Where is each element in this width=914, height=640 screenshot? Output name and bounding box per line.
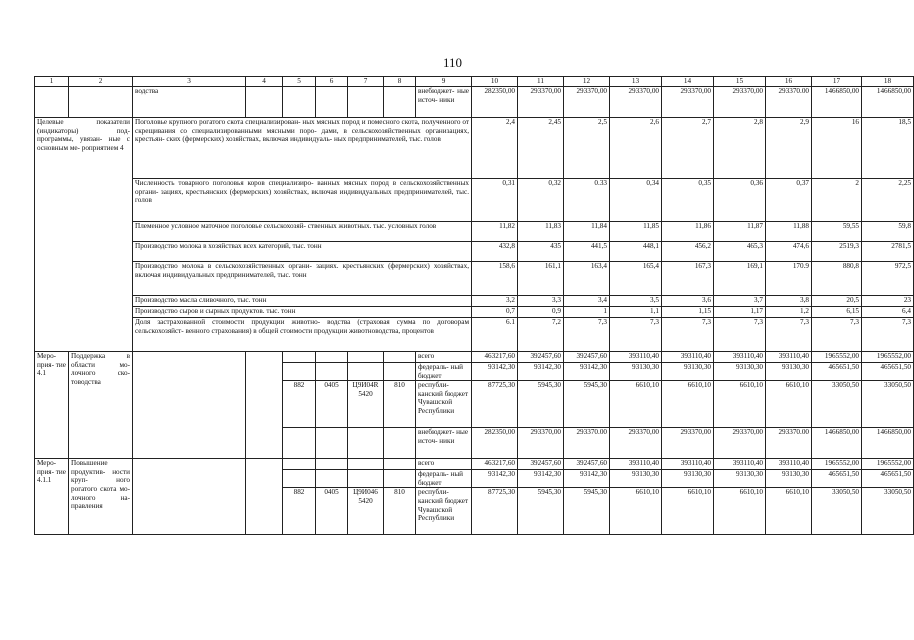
value-cell: 293370,00: [518, 428, 564, 459]
table-cell: [384, 470, 416, 488]
value-cell: 3,8: [766, 296, 812, 307]
column-number: 3: [133, 77, 246, 87]
table-cell: [283, 428, 316, 459]
column-number: 4: [246, 77, 283, 87]
value-cell: 6,15: [812, 307, 862, 318]
table-cell: [283, 352, 316, 363]
value-cell: 474,6: [766, 242, 812, 262]
value-cell: 33050,50: [862, 488, 914, 535]
value-cell: 3,7: [714, 296, 766, 307]
value-cell: 1965552,00: [862, 459, 914, 470]
value-cell: 0,34: [610, 179, 662, 222]
value-cell: 293370,00: [662, 428, 714, 459]
value-cell: 435: [518, 242, 564, 262]
table-cell: [69, 87, 133, 118]
value-cell: 7,3: [662, 318, 714, 352]
value-cell: 93130,30: [766, 363, 812, 381]
value-cell: 161,1: [518, 262, 564, 296]
code-cell: 0405: [316, 381, 348, 428]
column-number: 1: [35, 77, 69, 87]
value-cell: 293370.00: [564, 428, 610, 459]
value-cell: 6610,10: [766, 488, 812, 535]
indicators-label: Целевые показатели (индикаторы) под- программы, увязан- ные с основным ме- роприятием 4: [35, 118, 133, 352]
funding-source: республи- канский бюджет Чувашской Республики: [416, 381, 472, 428]
table-cell: [316, 459, 348, 470]
indicator-row: [35, 296, 914, 307]
funding-source: республи- канский бюджет Чувашской Республики: [416, 488, 472, 535]
value-cell: 11,82: [472, 222, 518, 242]
value-cell: 6610,10: [610, 488, 662, 535]
value-cell: 20,5: [812, 296, 862, 307]
value-cell: 6610,10: [714, 488, 766, 535]
value-cell: 2,45: [518, 118, 564, 179]
table-cell: [348, 352, 384, 363]
table-cell: [348, 363, 384, 381]
table-cell: [283, 363, 316, 381]
value-cell: 169,1: [714, 262, 766, 296]
funding-source: федераль- ный бюджет: [416, 470, 472, 488]
measure-title: Поддержка в области мо- лочного ско- товодства: [69, 352, 133, 459]
value-cell: 33050,50: [812, 381, 862, 428]
table-cell: [283, 459, 316, 470]
value-cell: 3,2: [472, 296, 518, 307]
code-cell: Ц9И046 5420: [348, 488, 384, 535]
value-cell: 293370,00: [714, 87, 766, 118]
value-cell: 3,5: [610, 296, 662, 307]
column-number: 6: [316, 77, 348, 87]
table-cell: [283, 87, 316, 118]
value-cell: 93130,30: [662, 363, 714, 381]
value-cell: 6610,10: [714, 381, 766, 428]
table-cell: [348, 459, 384, 470]
value-cell: 1,2: [766, 307, 812, 318]
column-number: 5: [283, 77, 316, 87]
value-cell: 93130,30: [766, 470, 812, 488]
value-cell: 7,3: [862, 318, 914, 352]
table-cell: [316, 470, 348, 488]
value-cell: 465651,50: [862, 470, 914, 488]
value-cell: 2,7: [662, 118, 714, 179]
value-cell: 393110,40: [714, 459, 766, 470]
value-cell: 3,6: [662, 296, 714, 307]
value-cell: 1: [564, 307, 610, 318]
column-number: 11: [518, 77, 564, 87]
value-cell: 87725,30: [472, 381, 518, 428]
value-cell: 393110,40: [610, 352, 662, 363]
table-cell: [316, 87, 348, 118]
value-cell: 7,3: [766, 318, 812, 352]
value-cell: 5945,30: [518, 381, 564, 428]
indicator-name: Численность товарного поголовья коров специализиро- ванных мясных пород в сельскохозяйственных органи- зациях, крестьянских (фермерских) хозяйствах, включая индивидуальных предпринимателей, тыс. голов: [133, 179, 472, 222]
indicator-row: [35, 179, 914, 222]
column-number: 8: [384, 77, 416, 87]
value-cell: 6610,10: [766, 381, 812, 428]
table-cell: [348, 470, 384, 488]
value-cell: 465651,50: [812, 363, 862, 381]
value-cell: 393110,40: [766, 459, 812, 470]
measure-row: [35, 459, 914, 470]
value-cell: 0,32: [518, 179, 564, 222]
value-cell: 33050,50: [812, 488, 862, 535]
value-cell: 7,2: [518, 318, 564, 352]
value-cell: 0.33: [564, 179, 610, 222]
value-cell: 11,86: [662, 222, 714, 242]
value-cell: 293370,00: [518, 87, 564, 118]
value-cell: 158,6: [472, 262, 518, 296]
value-cell: 432,8: [472, 242, 518, 262]
column-number: 9: [416, 77, 472, 87]
value-cell: 1,1: [610, 307, 662, 318]
value-cell: 392457,60: [564, 459, 610, 470]
table-cell: [384, 428, 416, 459]
value-cell: 282350,00: [472, 428, 518, 459]
value-cell: 11,83: [518, 222, 564, 242]
table-cell: [246, 352, 283, 459]
measure-executor: [133, 459, 246, 535]
value-cell: 293370,00: [714, 428, 766, 459]
code-cell: Ц9И04R 5420: [348, 381, 384, 428]
value-cell: 93142,30: [472, 470, 518, 488]
value-cell: 59,8: [862, 222, 914, 242]
column-number: 7: [348, 77, 384, 87]
code-cell: 810: [384, 381, 416, 428]
indicator-name: Производство молока в сельскохозяйственных органи- зациях. крестьянских (фермерских) хозяйствах, включая индивидуальных предпринимателей, тыс. тонн: [133, 262, 472, 296]
value-cell: 2519,3: [812, 242, 862, 262]
value-cell: 23: [862, 296, 914, 307]
value-cell: 972,5: [862, 262, 914, 296]
value-cell: 393110,40: [714, 352, 766, 363]
value-cell: 1,15: [662, 307, 714, 318]
table-cell: [283, 470, 316, 488]
value-cell: 93130,30: [610, 470, 662, 488]
value-cell: 2,8: [714, 118, 766, 179]
indicator-row: [35, 307, 914, 318]
column-number: 16: [766, 77, 812, 87]
value-cell: 293370.00: [766, 87, 812, 118]
value-cell: 7,3: [564, 318, 610, 352]
value-cell: 1965552,00: [812, 459, 862, 470]
indicator-name: Производство сыров и сырных продуктов. тыс. тонн: [133, 307, 472, 318]
indicator-name: Доля застрахованной стоимости продукции животно- водства (страховая сумма по договорам сельскохозяйст- венного страхования) в общей стоимости продукции животноводства, процентов: [133, 318, 472, 352]
value-cell: 2,9: [766, 118, 812, 179]
value-cell: 392457,60: [518, 352, 564, 363]
value-cell: 2,25: [862, 179, 914, 222]
value-cell: 393110,40: [662, 352, 714, 363]
value-cell: 2,5: [564, 118, 610, 179]
column-number: 10: [472, 77, 518, 87]
measure-row: [35, 352, 914, 363]
value-cell: 463217,60: [472, 352, 518, 363]
value-cell: 465651,50: [862, 363, 914, 381]
table-cell: [316, 428, 348, 459]
value-cell: 163,4: [564, 262, 610, 296]
value-cell: 2,4: [472, 118, 518, 179]
value-cell: 0,35: [662, 179, 714, 222]
table-body: [35, 77, 914, 535]
indicator-row: [35, 318, 914, 352]
program-table: [34, 76, 914, 535]
value-cell: 448,1: [610, 242, 662, 262]
table-cell: [35, 87, 69, 118]
table-cell: [384, 459, 416, 470]
table-cell: [348, 428, 384, 459]
value-cell: 18,5: [862, 118, 914, 179]
value-cell: 393110,40: [662, 459, 714, 470]
indicator-row: [35, 222, 914, 242]
value-cell: 3,4: [564, 296, 610, 307]
value-cell: 5945,30: [564, 488, 610, 535]
value-cell: 93142,30: [472, 363, 518, 381]
value-cell: 0,7: [472, 307, 518, 318]
value-cell: 465,3: [714, 242, 766, 262]
value-cell: 93142,30: [564, 470, 610, 488]
indicator-name: Производство молока в хозяйствах всех категорий, тыс. тонн: [133, 242, 472, 262]
value-cell: 293370,00: [610, 87, 662, 118]
table-cell: [316, 352, 348, 363]
funding-source: всего: [416, 352, 472, 363]
value-cell: 2: [812, 179, 862, 222]
value-cell: 165,4: [610, 262, 662, 296]
value-cell: 87725,30: [472, 488, 518, 535]
value-cell: 3,3: [518, 296, 564, 307]
continuation-row: [35, 87, 914, 118]
indicator-name: Производство масла сливочного, тыс. тонн: [133, 296, 472, 307]
value-cell: 393110,40: [766, 352, 812, 363]
code-cell: 882: [283, 381, 316, 428]
value-cell: 293370.00: [766, 428, 812, 459]
column-number: 2: [69, 77, 133, 87]
value-cell: 59,55: [812, 222, 862, 242]
value-cell: 0,36: [714, 179, 766, 222]
header-row: [35, 77, 914, 87]
value-cell: 16: [812, 118, 862, 179]
funding-source: внебюджет- ные источ- ники: [416, 87, 472, 118]
value-cell: 1466850,00: [812, 428, 862, 459]
indicator-name: Поголовье крупного рогатого скота специализирован- ных мясных пород и помесного скота, полученного от скрещивания со специализированными мясными поро- дами, в сельскохозяйственных организациях, крестьян- ских (фермерских) хозяйствах, включая индивидуаль- ных предпринимателей, тыс. голов: [133, 118, 472, 179]
value-cell: 93130,30: [714, 470, 766, 488]
funding-source: внебюджет- ные источ- ники: [416, 428, 472, 459]
value-cell: 6,4: [862, 307, 914, 318]
value-cell: 33050,50: [862, 381, 914, 428]
value-cell: 6.1: [472, 318, 518, 352]
value-cell: 880,8: [812, 262, 862, 296]
value-cell: 1965552,00: [862, 352, 914, 363]
indicator-row: [35, 242, 914, 262]
table-cell: [384, 352, 416, 363]
column-number: 17: [812, 77, 862, 87]
measure-number: Меро- прия- тие 4.1.1: [35, 459, 69, 535]
code-cell: 0405: [316, 488, 348, 535]
value-cell: 167,3: [662, 262, 714, 296]
value-cell: 93142,30: [518, 470, 564, 488]
item-text: водства: [133, 87, 246, 118]
indicator-row: [35, 118, 914, 179]
value-cell: 93142,30: [564, 363, 610, 381]
value-cell: 293370,00: [564, 87, 610, 118]
value-cell: 1,17: [714, 307, 766, 318]
column-number: 14: [662, 77, 714, 87]
value-cell: 465651,50: [812, 470, 862, 488]
value-cell: 93142,30: [518, 363, 564, 381]
column-number: 12: [564, 77, 610, 87]
value-cell: 293370,00: [662, 87, 714, 118]
value-cell: 93130,30: [714, 363, 766, 381]
value-cell: 170.9: [766, 262, 812, 296]
value-cell: 11,84: [564, 222, 610, 242]
table-cell: [384, 87, 416, 118]
value-cell: 11,88: [766, 222, 812, 242]
value-cell: 293370,00: [610, 428, 662, 459]
code-cell: 882: [283, 488, 316, 535]
value-cell: 393110,40: [610, 459, 662, 470]
value-cell: 2,6: [610, 118, 662, 179]
value-cell: 0,9: [518, 307, 564, 318]
code-cell: 810: [384, 488, 416, 535]
value-cell: 6610,10: [662, 381, 714, 428]
funding-source: всего: [416, 459, 472, 470]
column-number: 15: [714, 77, 766, 87]
value-cell: 5945,30: [518, 488, 564, 535]
value-cell: 6610,10: [610, 381, 662, 428]
value-cell: 392457,60: [518, 459, 564, 470]
value-cell: 1466850,00: [862, 87, 914, 118]
value-cell: 2781,5: [862, 242, 914, 262]
value-cell: 7,3: [812, 318, 862, 352]
value-cell: 7,3: [610, 318, 662, 352]
column-number: 18: [862, 77, 914, 87]
value-cell: 1466850,00: [862, 428, 914, 459]
value-cell: 0,31: [472, 179, 518, 222]
table-cell: [246, 459, 283, 535]
table-cell: [316, 363, 348, 381]
measure-executor: [133, 352, 246, 459]
value-cell: 441,5: [564, 242, 610, 262]
column-number: 13: [610, 77, 662, 87]
value-cell: 93130,30: [610, 363, 662, 381]
table-cell: [384, 363, 416, 381]
indicator-name: Племенное условное маточное поголовье сельскохозяй- ственных животных. тыс. условных голов: [133, 222, 472, 242]
measure-title: Повышение продуктив- ности круп- ного рогатого скота мо- лочного на- правления: [69, 459, 133, 535]
value-cell: 463217,60: [472, 459, 518, 470]
value-cell: 1965552,00: [812, 352, 862, 363]
value-cell: 282350,00: [472, 87, 518, 118]
value-cell: 1466850,00: [812, 87, 862, 118]
value-cell: 392457,60: [564, 352, 610, 363]
measure-number: Меро- прия- тие 4.1: [35, 352, 69, 459]
value-cell: 93130,30: [662, 470, 714, 488]
value-cell: 0,37: [766, 179, 812, 222]
indicator-row: [35, 262, 914, 296]
value-cell: 6610,10: [662, 488, 714, 535]
value-cell: 5945,30: [564, 381, 610, 428]
value-cell: 11,85: [610, 222, 662, 242]
value-cell: 456,2: [662, 242, 714, 262]
page-number: 110: [442, 55, 463, 70]
funding-source: федераль- ный бюджет: [416, 363, 472, 381]
table-cell: [348, 87, 384, 118]
table-cell: [246, 87, 283, 118]
value-cell: 7,3: [714, 318, 766, 352]
value-cell: 11,87: [714, 222, 766, 242]
